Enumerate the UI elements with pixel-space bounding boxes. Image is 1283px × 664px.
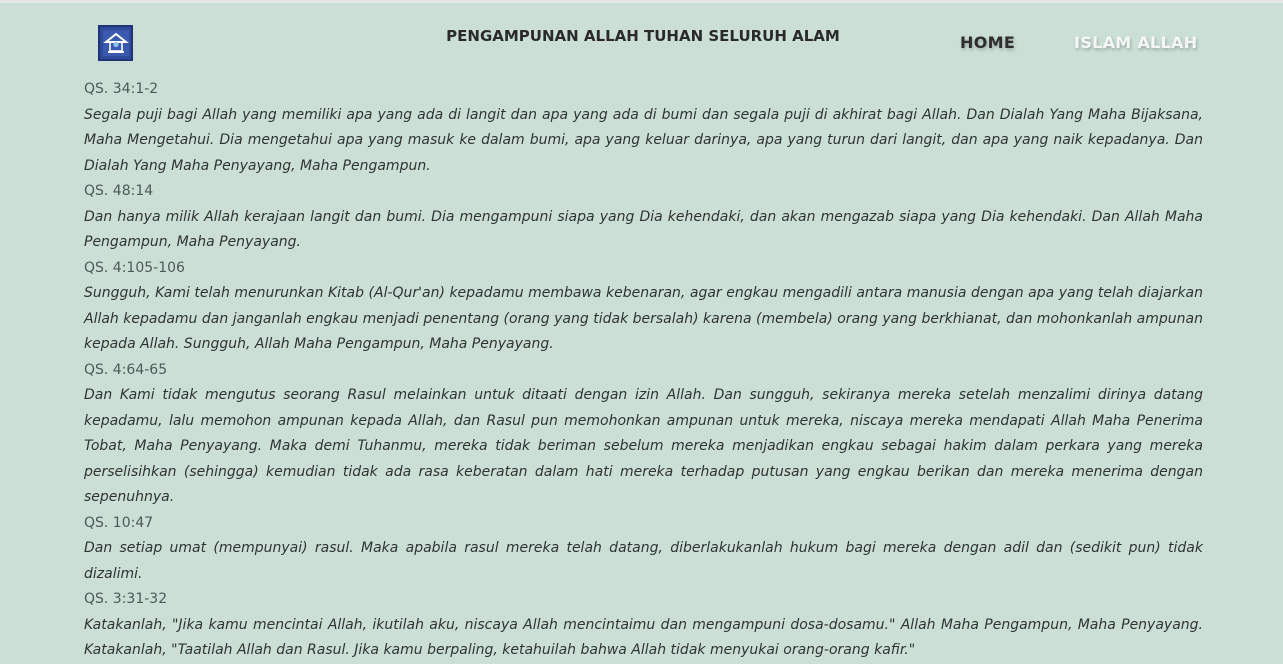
verse-reference: QS. 4:105-106 bbox=[84, 259, 185, 276]
verse-entry bbox=[84, 587, 1203, 664]
verse-reference: QS. 3:31-32 bbox=[84, 591, 168, 607]
verse-text: Dan hanya milik Allah kerajaan langit dan bumi. Dia mengampuni siapa yang Dia kehendaki, dan akan mengazab siapa yang Dia kehendaki. Dan Allah Maha Pengampun, Maha Penyayang. bbox=[84, 208, 1203, 250]
verse-text: Dan setiap umat (mempunyai) rasul. Maka apabila rasul mereka telah datang, diberlakukanlah hukum bagi mereka dengan adil dan (sedikit pun) tidak dizalimi. bbox=[84, 540, 1203, 582]
verse-entry bbox=[84, 77, 1203, 179]
nav-islam-allah-link[interactable]: ISLAM ALLAH bbox=[1074, 33, 1198, 52]
verse-list bbox=[84, 77, 1203, 664]
verse-entry bbox=[84, 179, 1203, 256]
verse-reference: QS. 4:64-65 bbox=[84, 361, 168, 378]
verse-text: Sungguh, Kami telah menurunkan Kitab (Al-Qur'an) kepadamu membawa kebenaran, agar engkau mengadili antara manusia dengan apa yang telah diajarkan Allah kepadamu dan janganlah engkau menjadi penentang (orang yang tidak bersalah) karena (membela) orang yang berkhianat, dan mohonkanlah ampunan kepada Allah. Sungguh, Allah Maha Pengampun, Maha Penyayang. bbox=[84, 285, 1203, 352]
verse-text: Katakanlah, "Jika kamu mencintai Allah, ikutilah aku, niscaya Allah mencintaimu dan mengampuni dosa-dosamu." Allah Maha Pengampun, Maha Penyayang. Katakanlah, "Taatilah Allah dan Rasul. Jika kamu berpaling, ketahuilah bahwa Allah tidak menyukai orang-orang kafir." bbox=[84, 616, 1203, 658]
verse-reference: QS. 48:14 bbox=[84, 183, 154, 199]
verse-entry bbox=[84, 256, 1203, 358]
site-header bbox=[0, 3, 1283, 75]
nav-home-link[interactable]: HOME bbox=[960, 33, 1016, 52]
verse-text: Segala puji bagi Allah yang memiliki apa yang ada di langit dan apa yang ada di bumi dan segala puji di akhirat bagi Allah. Dan Dialah Yang Maha Bijaksana, Maha Mengetahui. Dia mengetahui apa yang masuk ke dalam bumi, apa yang keluar darinya, apa yang turun dari langit, dan apa yang naik kepadanya. Dan Dialah Yang Maha Penyayang, Maha Pengampun. bbox=[84, 106, 1203, 174]
verse-text: Dan Kami tidak mengutus seorang Rasul melainkan untuk ditaati dengan izin Allah. Dan sungguh, sekiranya mereka setelah menzalimi dirinya datang kepadamu, lalu memohon ampunan kepada Allah, dan Rasul pun memohonkan ampunan untuk mereka, niscaya mereka mendapati Allah Maha Penerima Tobat, Maha Penyayang. Maka demi Tuhanmu, mereka tidak beriman sebelum mereka menjadikan engkau sebagai hakim dalam perkara yang mereka perselisihkan (sehingga) kemudian tidak ada rasa keberatan dalam hati mereka terhadap putusan yang engkau berikan dan mereka menerima dengan sepenuhnya. bbox=[84, 387, 1203, 505]
verse-entry bbox=[84, 511, 1203, 588]
verse-reference: QS. 34:1-2 bbox=[84, 81, 159, 97]
verse-entry bbox=[84, 358, 1203, 511]
verse-reference: QS. 10:47 bbox=[84, 514, 154, 531]
site-title: PENGAMPUNAN ALLAH TUHAN SELURUH ALAM bbox=[446, 27, 840, 45]
